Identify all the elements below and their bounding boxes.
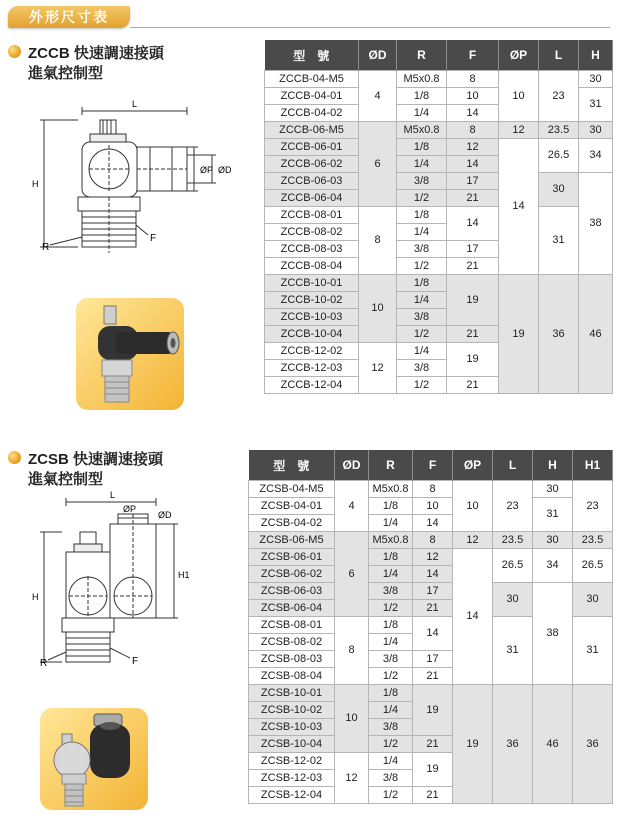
model-cell: ZCCB-04-M5 — [265, 71, 359, 88]
model-cell: ZCSB-12-02 — [249, 753, 335, 770]
p-dimension-label: ØP — [200, 165, 214, 175]
h-cell: 31 — [533, 498, 573, 532]
col-r: R — [369, 450, 413, 481]
model-cell: ZCSB-08-01 — [249, 617, 335, 634]
model-cell: ZCSB-08-03 — [249, 651, 335, 668]
model-cell: ZCCB-08-02 — [265, 224, 359, 241]
r-cell: 1/4 — [397, 156, 447, 173]
h-cell: 34 — [579, 139, 613, 173]
model-cell: ZCSB-10-04 — [249, 736, 335, 753]
model-cell: ZCCB-12-04 — [265, 377, 359, 394]
col-l: L — [539, 40, 579, 71]
f-cell: 8 — [413, 481, 453, 498]
p-cell: 10 — [453, 481, 493, 532]
banner-title: 外形尺寸表 — [29, 9, 109, 25]
p-cell: 19 — [453, 685, 493, 804]
r-cell: 3/8 — [397, 241, 447, 258]
zcsb-dimension-drawing — [18, 488, 233, 673]
bullet-icon — [8, 451, 21, 464]
f-cell: 17 — [413, 583, 453, 600]
r-cell: 1/8 — [369, 549, 413, 566]
h1-cell: 36 — [573, 685, 613, 804]
col-f: F — [413, 450, 453, 481]
h-cell: 30 — [533, 532, 573, 549]
f-dimension-label: F — [150, 233, 157, 244]
r-cell: 1/2 — [397, 377, 447, 394]
r-cell: 1/4 — [369, 515, 413, 532]
f-cell: 17 — [447, 241, 499, 258]
f-cell: 8 — [413, 532, 453, 549]
l-cell: 26.5 — [493, 549, 533, 583]
d-cell: 4 — [335, 481, 369, 532]
r-cell: 3/8 — [369, 651, 413, 668]
p-cell: 10 — [499, 71, 539, 122]
model-cell: ZCCB-10-03 — [265, 309, 359, 326]
l-cell: 26.5 — [539, 139, 579, 173]
r-cell: 1/8 — [397, 275, 447, 292]
col-f: F — [447, 40, 499, 71]
r-cell: 1/2 — [369, 600, 413, 617]
f-cell: 17 — [447, 173, 499, 190]
r-cell: 3/8 — [397, 360, 447, 377]
d-dimension-label: ØD — [218, 165, 232, 175]
h1-cell: 30 — [573, 583, 613, 617]
col-op: ØP — [453, 450, 493, 481]
zccb-product-photo — [76, 298, 184, 410]
h1-dimension-label: H1 — [178, 570, 190, 580]
h1-cell: 26.5 — [573, 549, 613, 583]
l-cell: 31 — [493, 617, 533, 685]
l-cell: 23 — [493, 481, 533, 532]
h-cell: 46 — [579, 275, 613, 394]
model-cell: ZCCB-12-03 — [265, 360, 359, 377]
h-dimension-label: H — [32, 179, 39, 189]
f-cell: 21 — [413, 600, 453, 617]
model-cell: ZCSB-06-01 — [249, 549, 335, 566]
f-cell: 14 — [413, 566, 453, 583]
r-cell: 1/2 — [397, 258, 447, 275]
f-cell: 14 — [447, 156, 499, 173]
r-cell: 3/8 — [369, 583, 413, 600]
l-cell: 23.5 — [539, 122, 579, 139]
r-cell: 3/8 — [397, 309, 447, 326]
col-model: 型 號 — [265, 40, 359, 71]
col-h: H — [533, 450, 573, 481]
l-cell: 36 — [539, 275, 579, 394]
f-cell: 8 — [447, 122, 499, 139]
l-cell: 30 — [539, 173, 579, 207]
r-cell: 3/8 — [369, 719, 413, 736]
h1-cell: 23.5 — [573, 532, 613, 549]
table-row — [249, 583, 613, 600]
f-cell: 12 — [447, 139, 499, 156]
model-cell: ZCSB-10-02 — [249, 702, 335, 719]
r-cell: 1/8 — [397, 88, 447, 105]
r-cell: 3/8 — [397, 173, 447, 190]
model-cell: ZCCB-06-01 — [265, 139, 359, 156]
model-cell: ZCSB-10-03 — [249, 719, 335, 736]
model-cell: ZCCB-08-03 — [265, 241, 359, 258]
r-cell: 1/2 — [397, 326, 447, 343]
col-model: 型 號 — [249, 450, 335, 481]
model-cell: ZCSB-04-02 — [249, 515, 335, 532]
r-cell: 1/4 — [369, 566, 413, 583]
r-cell: M5x0.8 — [397, 122, 447, 139]
section-banner — [8, 6, 130, 28]
table-row — [265, 139, 613, 156]
r-cell: 1/8 — [369, 617, 413, 634]
col-r: R — [397, 40, 447, 71]
bullet-icon — [8, 45, 21, 58]
d-cell: 12 — [359, 343, 397, 394]
f-cell: 10 — [447, 88, 499, 105]
col-l: L — [493, 450, 533, 481]
table-row — [249, 498, 613, 515]
model-cell: ZCSB-08-04 — [249, 668, 335, 685]
zcsb-product-photo — [40, 708, 148, 810]
table-row — [265, 275, 613, 292]
f-cell: 21 — [413, 787, 453, 804]
zcsb-header-row — [249, 450, 613, 481]
d-cell: 10 — [359, 275, 397, 343]
r-dimension-label: R — [42, 242, 50, 253]
model-cell: ZCCB-04-01 — [265, 88, 359, 105]
f-cell: 10 — [413, 498, 453, 515]
col-h: H — [579, 40, 613, 71]
model-cell: ZCCB-08-01 — [265, 207, 359, 224]
model-cell: ZCSB-04-01 — [249, 498, 335, 515]
zccb-fitting-illustration — [76, 298, 184, 410]
d-cell: 10 — [335, 685, 369, 753]
f-cell: 21 — [447, 326, 499, 343]
f-cell: 8 — [447, 71, 499, 88]
model-cell: ZCSB-12-04 — [249, 787, 335, 804]
f-cell: 19 — [413, 753, 453, 787]
model-cell: ZCCB-08-04 — [265, 258, 359, 275]
h1-cell: 23 — [573, 481, 613, 532]
d-cell: 12 — [335, 753, 369, 804]
f-cell: 21 — [413, 736, 453, 753]
l-cell: 30 — [493, 583, 533, 617]
model-cell: ZCSB-06-04 — [249, 600, 335, 617]
h-cell: 46 — [533, 685, 573, 804]
model-cell: ZCCB-12-02 — [265, 343, 359, 360]
p-cell: 12 — [453, 532, 493, 549]
h-cell: 30 — [579, 71, 613, 88]
r-cell: M5x0.8 — [369, 481, 413, 498]
d-cell: 8 — [335, 617, 369, 685]
table-row — [249, 685, 613, 702]
f-cell: 21 — [447, 190, 499, 207]
f-cell: 21 — [447, 258, 499, 275]
h-cell: 38 — [533, 583, 573, 685]
h1-cell: 31 — [573, 617, 613, 685]
h-cell: 34 — [533, 549, 573, 583]
f-cell: 14 — [413, 617, 453, 651]
h-cell: 38 — [579, 173, 613, 275]
zccb-dimension-drawing — [20, 95, 235, 265]
r-cell: M5x0.8 — [369, 532, 413, 549]
model-cell: ZCSB-06-M5 — [249, 532, 335, 549]
model-cell: ZCSB-06-02 — [249, 566, 335, 583]
r-cell: 1/4 — [369, 753, 413, 770]
p-cell: 14 — [453, 549, 493, 685]
f-cell: 21 — [413, 668, 453, 685]
model-cell: ZCCB-04-02 — [265, 105, 359, 122]
p-dimension-label: ØP — [123, 504, 137, 514]
model-cell: ZCCB-06-03 — [265, 173, 359, 190]
model-cell: ZCSB-04-M5 — [249, 481, 335, 498]
model-cell: ZCSB-10-01 — [249, 685, 335, 702]
col-od: ØD — [359, 40, 397, 71]
banner-divider — [130, 27, 610, 28]
r-cell: 1/4 — [397, 224, 447, 241]
l-dimension-label: L — [110, 490, 116, 500]
r-cell: 1/4 — [397, 343, 447, 360]
h-cell: 30 — [579, 122, 613, 139]
model-cell: ZCSB-12-03 — [249, 770, 335, 787]
h-cell: 31 — [579, 88, 613, 122]
model-cell: ZCCB-06-02 — [265, 156, 359, 173]
r-cell: 1/4 — [369, 634, 413, 651]
r-cell: 1/2 — [369, 736, 413, 753]
l-cell: 23.5 — [493, 532, 533, 549]
r-cell: 1/8 — [397, 207, 447, 224]
d-cell: 8 — [359, 207, 397, 275]
r-cell: 1/4 — [397, 105, 447, 122]
zccb-title: ZCCB 快速調速接頭 — [28, 45, 164, 62]
d-dimension-label: ØD — [158, 510, 172, 520]
col-op: ØP — [499, 40, 539, 71]
model-cell: ZCCB-06-04 — [265, 190, 359, 207]
f-cell: 19 — [413, 685, 453, 736]
d-cell: 6 — [359, 122, 397, 207]
f-cell: 14 — [447, 207, 499, 241]
d-cell: 4 — [359, 71, 397, 122]
col-h1: H1 — [573, 450, 613, 481]
r-cell: 1/8 — [369, 498, 413, 515]
model-cell: ZCSB-08-02 — [249, 634, 335, 651]
zccb-spec-table — [264, 40, 613, 394]
model-cell: ZCCB-10-02 — [265, 292, 359, 309]
model-cell: ZCSB-06-03 — [249, 583, 335, 600]
p-cell: 12 — [499, 122, 539, 139]
table-row — [249, 549, 613, 566]
l-cell: 31 — [539, 207, 579, 275]
zccb-subtitle: 進氣控制型 — [28, 65, 104, 82]
table-row — [265, 207, 613, 224]
r-cell: 1/2 — [369, 668, 413, 685]
f-cell: 19 — [447, 275, 499, 326]
model-cell: ZCCB-06-M5 — [265, 122, 359, 139]
r-dimension-label: R — [40, 658, 48, 669]
table-row — [265, 122, 613, 139]
p-cell: 14 — [499, 139, 539, 275]
f-cell: 14 — [447, 105, 499, 122]
p-cell: 19 — [499, 275, 539, 394]
f-dimension-label: F — [132, 656, 139, 667]
zcsb-spec-table — [248, 450, 613, 804]
zcsb-title: ZCSB 快速調速接頭 — [28, 451, 164, 468]
table-row — [265, 71, 613, 88]
zcsb-fitting-illustration — [40, 708, 148, 810]
r-cell: 3/8 — [369, 770, 413, 787]
r-cell: M5x0.8 — [397, 71, 447, 88]
h-dimension-label: H — [32, 592, 39, 602]
r-cell: 1/4 — [397, 292, 447, 309]
zccb-header-row — [265, 40, 613, 71]
r-cell: 1/4 — [369, 702, 413, 719]
r-cell: 1/2 — [369, 787, 413, 804]
h-cell: 30 — [533, 481, 573, 498]
f-cell: 14 — [413, 515, 453, 532]
r-cell: 1/8 — [397, 139, 447, 156]
f-cell: 21 — [447, 377, 499, 394]
zcsb-subtitle: 進氣控制型 — [28, 471, 104, 488]
f-cell: 19 — [447, 343, 499, 377]
l-dimension-label: L — [132, 99, 138, 109]
r-cell: 1/8 — [369, 685, 413, 702]
col-od: ØD — [335, 450, 369, 481]
table-row — [249, 532, 613, 549]
f-cell: 17 — [413, 651, 453, 668]
table-row — [265, 173, 613, 190]
d-cell: 6 — [335, 532, 369, 617]
model-cell: ZCCB-10-01 — [265, 275, 359, 292]
f-cell: 12 — [413, 549, 453, 566]
l-cell: 23 — [539, 71, 579, 122]
r-cell: 1/2 — [397, 190, 447, 207]
table-row — [249, 481, 613, 498]
model-cell: ZCCB-10-04 — [265, 326, 359, 343]
l-cell: 36 — [493, 685, 533, 804]
